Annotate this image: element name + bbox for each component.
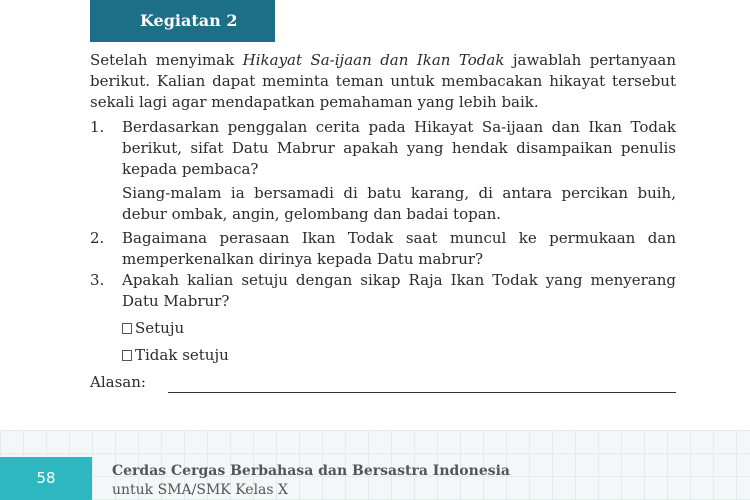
question-text: Apakah kalian setuju dengan sikap Raja Ikan Todak yang menyerang Datu Mabrur? bbox=[122, 271, 676, 310]
question-quote: Siang-malam ia bersamadi di batu karang, di antara percikan buih, debur ombak, angin, gelombang dan badai topan. bbox=[122, 184, 676, 223]
activity-content bbox=[90, 50, 676, 393]
intro-paragraph bbox=[90, 50, 676, 113]
question-number: 2. bbox=[90, 229, 105, 247]
option-label: Setuju bbox=[135, 319, 185, 337]
intro-story-title: Hikayat Sa-ijaan dan Ikan Todak bbox=[242, 51, 505, 69]
option-label: Tidak setuju bbox=[135, 346, 229, 364]
activity-title: Kegiatan 2 bbox=[140, 11, 238, 30]
book-title: Cerdas Cergas Berbahasa dan Bersastra Indonesia bbox=[112, 463, 511, 479]
question-list bbox=[90, 117, 676, 312]
question-1 bbox=[90, 117, 676, 225]
page-number: 58 bbox=[0, 457, 92, 500]
intro-suffix: jawablah pertanyaan berikut. Kalian dapat meminta teman untuk membacakan hikayat tersebut sekali lagi agar mendapatkan pemahaman yang lebih baik. bbox=[90, 51, 676, 111]
reason-label: Alasan: bbox=[90, 373, 146, 391]
option-tidak-setuju[interactable] bbox=[122, 345, 676, 366]
checkbox-tidak-setuju[interactable] bbox=[122, 350, 132, 361]
question-number: 1. bbox=[90, 118, 105, 136]
question-text: Bagaimana perasaan Ikan Todak saat muncul ke permukaan dan memperkenalkan dirinya kepada Datu mabrur? bbox=[122, 229, 676, 268]
answer-options bbox=[90, 318, 676, 366]
activity-header bbox=[90, 0, 275, 42]
question-2 bbox=[90, 228, 676, 270]
question-3 bbox=[90, 270, 676, 312]
option-setuju[interactable] bbox=[122, 318, 676, 339]
reason-answer-line[interactable] bbox=[168, 375, 676, 393]
checkbox-setuju[interactable] bbox=[122, 323, 132, 334]
reason-row bbox=[90, 372, 676, 393]
book-subtitle: untuk SMA/SMK Kelas X bbox=[112, 482, 288, 498]
question-number: 3. bbox=[90, 271, 105, 289]
question-text: Berdasarkan penggalan cerita pada Hikayat Sa-ijaan dan Ikan Todak berikut, sifat Datu Mabrur apakah yang hendak disampaikan penulis kepada pembaca? bbox=[122, 118, 676, 178]
intro-prefix: Setelah menyimak bbox=[90, 51, 243, 69]
